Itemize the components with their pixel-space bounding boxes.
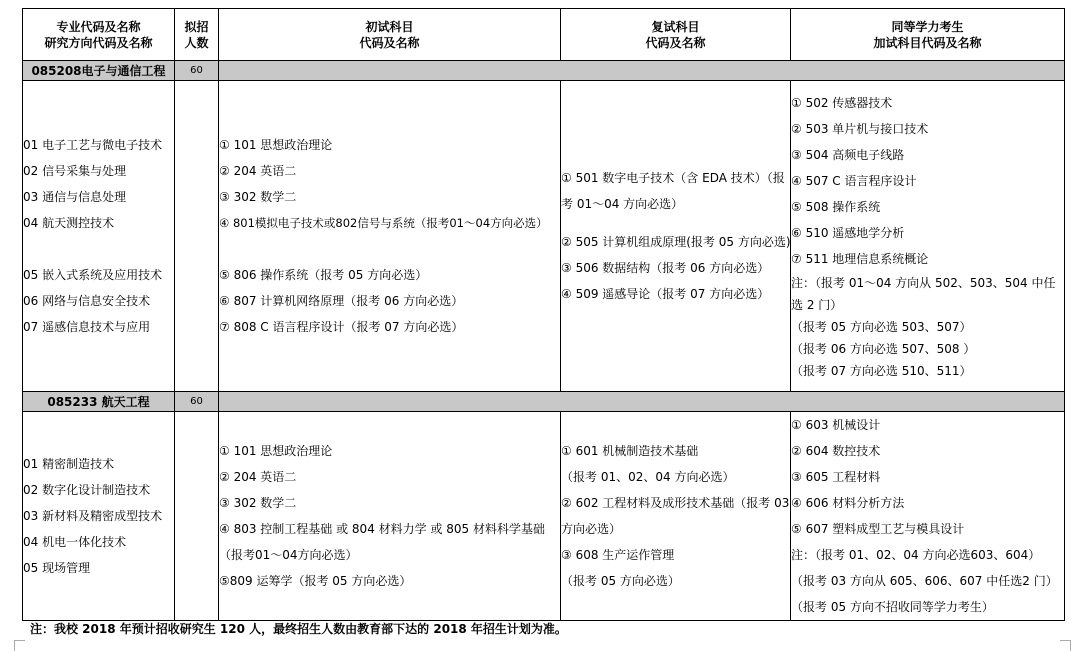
- direction-item: 01 精密制造技术: [23, 457, 115, 471]
- major-row-filler: [219, 61, 1065, 81]
- header-row: [23, 9, 1065, 61]
- subject-item: ④ 509 遥感导论（报考 07 方向必选）: [561, 287, 770, 301]
- direction-item: 05 嵌入式系统及应用技术: [23, 268, 163, 282]
- major-detail-row: [23, 81, 1065, 392]
- note-item: （报考 03 方向从 605、606、607 中任选2 门）: [791, 574, 1058, 588]
- first-exam-cell: [219, 412, 561, 621]
- major-detail-row: [23, 412, 1065, 621]
- header-equivalent: [791, 9, 1065, 61]
- subject-item: ③ 302 数学二: [219, 496, 297, 510]
- note-item: 注：（报考 01～04 方向从 502、503、504 中任选 2 门）: [791, 276, 1056, 312]
- direction-item: 07 遥感信息技术与应用: [23, 320, 151, 334]
- subject-item: ① 601 机械制造技术基础: [561, 444, 699, 458]
- major-count: 60: [175, 392, 219, 412]
- subject-item: ④ 803 控制工程基础 或 804 材料力学 或 805 材料科学基础（报考01～04方向必选）: [219, 522, 545, 562]
- header-major-line2: 研究方向代码及名称: [44, 35, 153, 50]
- major-name: 085208电子与通信工程: [23, 61, 175, 81]
- direction-item: 05 现场管理: [23, 561, 91, 575]
- footer-note: 注：我校 2018 年预计招收研究生 120 人，最终招生人数由教育部下达的 2018 年招生计划为准。: [30, 622, 567, 636]
- subject-item: ⑥ 807 计算机网络原理（报考 06 方向必选）: [219, 294, 464, 308]
- spacer: [219, 236, 560, 262]
- spacer: [23, 236, 174, 262]
- subject-item: ① 101 思想政治理论: [219, 444, 333, 458]
- subject-item: ⑦ 808 C 语言程序设计（报考 07 方向必选）: [219, 320, 464, 334]
- subject-item: ② 204 英语二: [219, 470, 297, 484]
- subject-item: （报考 05 方向必选）: [561, 574, 680, 588]
- subject-item: ⑤ 806 操作系统（报考 05 方向必选）: [219, 268, 428, 282]
- header-equiv-line1: 同等学力考生: [891, 19, 964, 34]
- subject-item: ④ 801模拟电子技术或802信号与系统（报考01～04方向必选）: [219, 216, 548, 230]
- subject-item: ③ 605 工程材料: [791, 470, 881, 484]
- direction-item: 01 电子工艺与微电子技术: [23, 138, 163, 152]
- major-count: 60: [175, 61, 219, 81]
- header-equiv-line2: 加试科目代码及名称: [873, 35, 982, 50]
- subject-item: ① 502 传感器技术: [791, 96, 893, 110]
- subject-item: ⑦ 511 地理信息系统概论: [791, 252, 929, 266]
- direction-item: 02 信号采集与处理: [23, 164, 127, 178]
- direction-item: 04 机电一体化技术: [23, 535, 127, 549]
- header-retest-line1: 复试科目: [651, 19, 700, 34]
- direction-item: 03 新材料及精密成型技术: [23, 509, 163, 523]
- subject-item: ④ 507 C 语言程序设计: [791, 174, 917, 188]
- header-retest: [561, 9, 791, 61]
- direction-item: 04 航天测控技术: [23, 216, 115, 230]
- retest-cell: [561, 412, 791, 621]
- subject-item: ② 505 计算机组成原理(报考 05 方向必选): [561, 235, 791, 249]
- subject-item: ① 501 数字电子技术（含 EDA 技术）（报考 01～04 方向必选）: [561, 171, 785, 211]
- subject-item: （报考 01、02、04 方向必选）: [561, 470, 735, 484]
- count-cell: [175, 412, 219, 621]
- note-item: 注：（报考 01、02、04 方向必选603、604）: [791, 548, 1041, 562]
- note-item: （报考 05 方向必选 503、507）: [791, 320, 972, 334]
- spacer: [561, 217, 790, 229]
- subject-item: ② 602 工程材料及成形技术基础（报考 03 方向必选）: [561, 496, 790, 536]
- count-cell: [175, 81, 219, 392]
- subject-item: ⑤809 运筹学（报考 05 方向必选）: [219, 574, 412, 588]
- header-first-exam: [219, 9, 561, 61]
- subject-item: ⑤ 508 操作系统: [791, 200, 881, 214]
- direction-item: 02 数字化设计制造技术: [23, 483, 151, 497]
- subject-item: ③ 506 数据结构（报考 06 方向必选）: [561, 261, 770, 275]
- note-item: （报考 07 方向必选 510、511）: [791, 364, 972, 378]
- header-first-line1: 初试科目: [365, 19, 414, 34]
- subject-item: ④ 606 材料分析方法: [791, 496, 905, 510]
- directions-cell: [23, 81, 175, 392]
- first-exam-cell: [219, 81, 561, 392]
- enrollment-plan: [22, 8, 1064, 621]
- equivalent-cell: [791, 412, 1065, 621]
- retest-cell: [561, 81, 791, 392]
- enrollment-table: [22, 8, 1065, 621]
- subject-item: ③ 608 生产运作管理: [561, 548, 675, 562]
- major-name: 085233 航天工程: [23, 392, 175, 412]
- subject-item: ① 603 机械设计: [791, 418, 881, 432]
- subject-item: ③ 504 高频电子线路: [791, 148, 905, 162]
- direction-item: 03 通信与信息处理: [23, 190, 127, 204]
- note-item: （报考 06 方向必选 507、508 ）: [791, 342, 976, 356]
- subject-item: ⑤ 607 塑料成型工艺与模具设计: [791, 522, 965, 536]
- header-major: [23, 9, 175, 61]
- subject-item: ① 101 思想政治理论: [219, 138, 333, 152]
- major-row-filler: [219, 392, 1065, 412]
- page-corner-mark-left: [14, 640, 25, 651]
- major-row: [23, 392, 1065, 412]
- direction-item: 06 网络与信息安全技术: [23, 294, 151, 308]
- subject-item: ③ 302 数学二: [219, 190, 297, 204]
- subject-item: ⑥ 510 遥感地学分析: [791, 226, 905, 240]
- page-corner-mark-right: [1060, 640, 1071, 651]
- header-first-line2: 代码及名称: [359, 35, 420, 50]
- subject-item: ② 604 数控技术: [791, 444, 881, 458]
- major-row: [23, 61, 1065, 81]
- subject-item: ② 503 单片机与接口技术: [791, 122, 929, 136]
- header-count-line1: 拟招: [184, 19, 209, 34]
- note-item: （报考 05 方向不招收同等学力考生）: [791, 600, 994, 614]
- header-retest-line2: 代码及名称: [645, 35, 706, 50]
- equivalent-cell: [791, 81, 1065, 392]
- header-major-line1: 专业代码及名称: [56, 19, 141, 34]
- header-count-line2: 人数: [184, 35, 209, 50]
- header-count: [175, 9, 219, 61]
- directions-cell: [23, 412, 175, 621]
- subject-item: ② 204 英语二: [219, 164, 297, 178]
